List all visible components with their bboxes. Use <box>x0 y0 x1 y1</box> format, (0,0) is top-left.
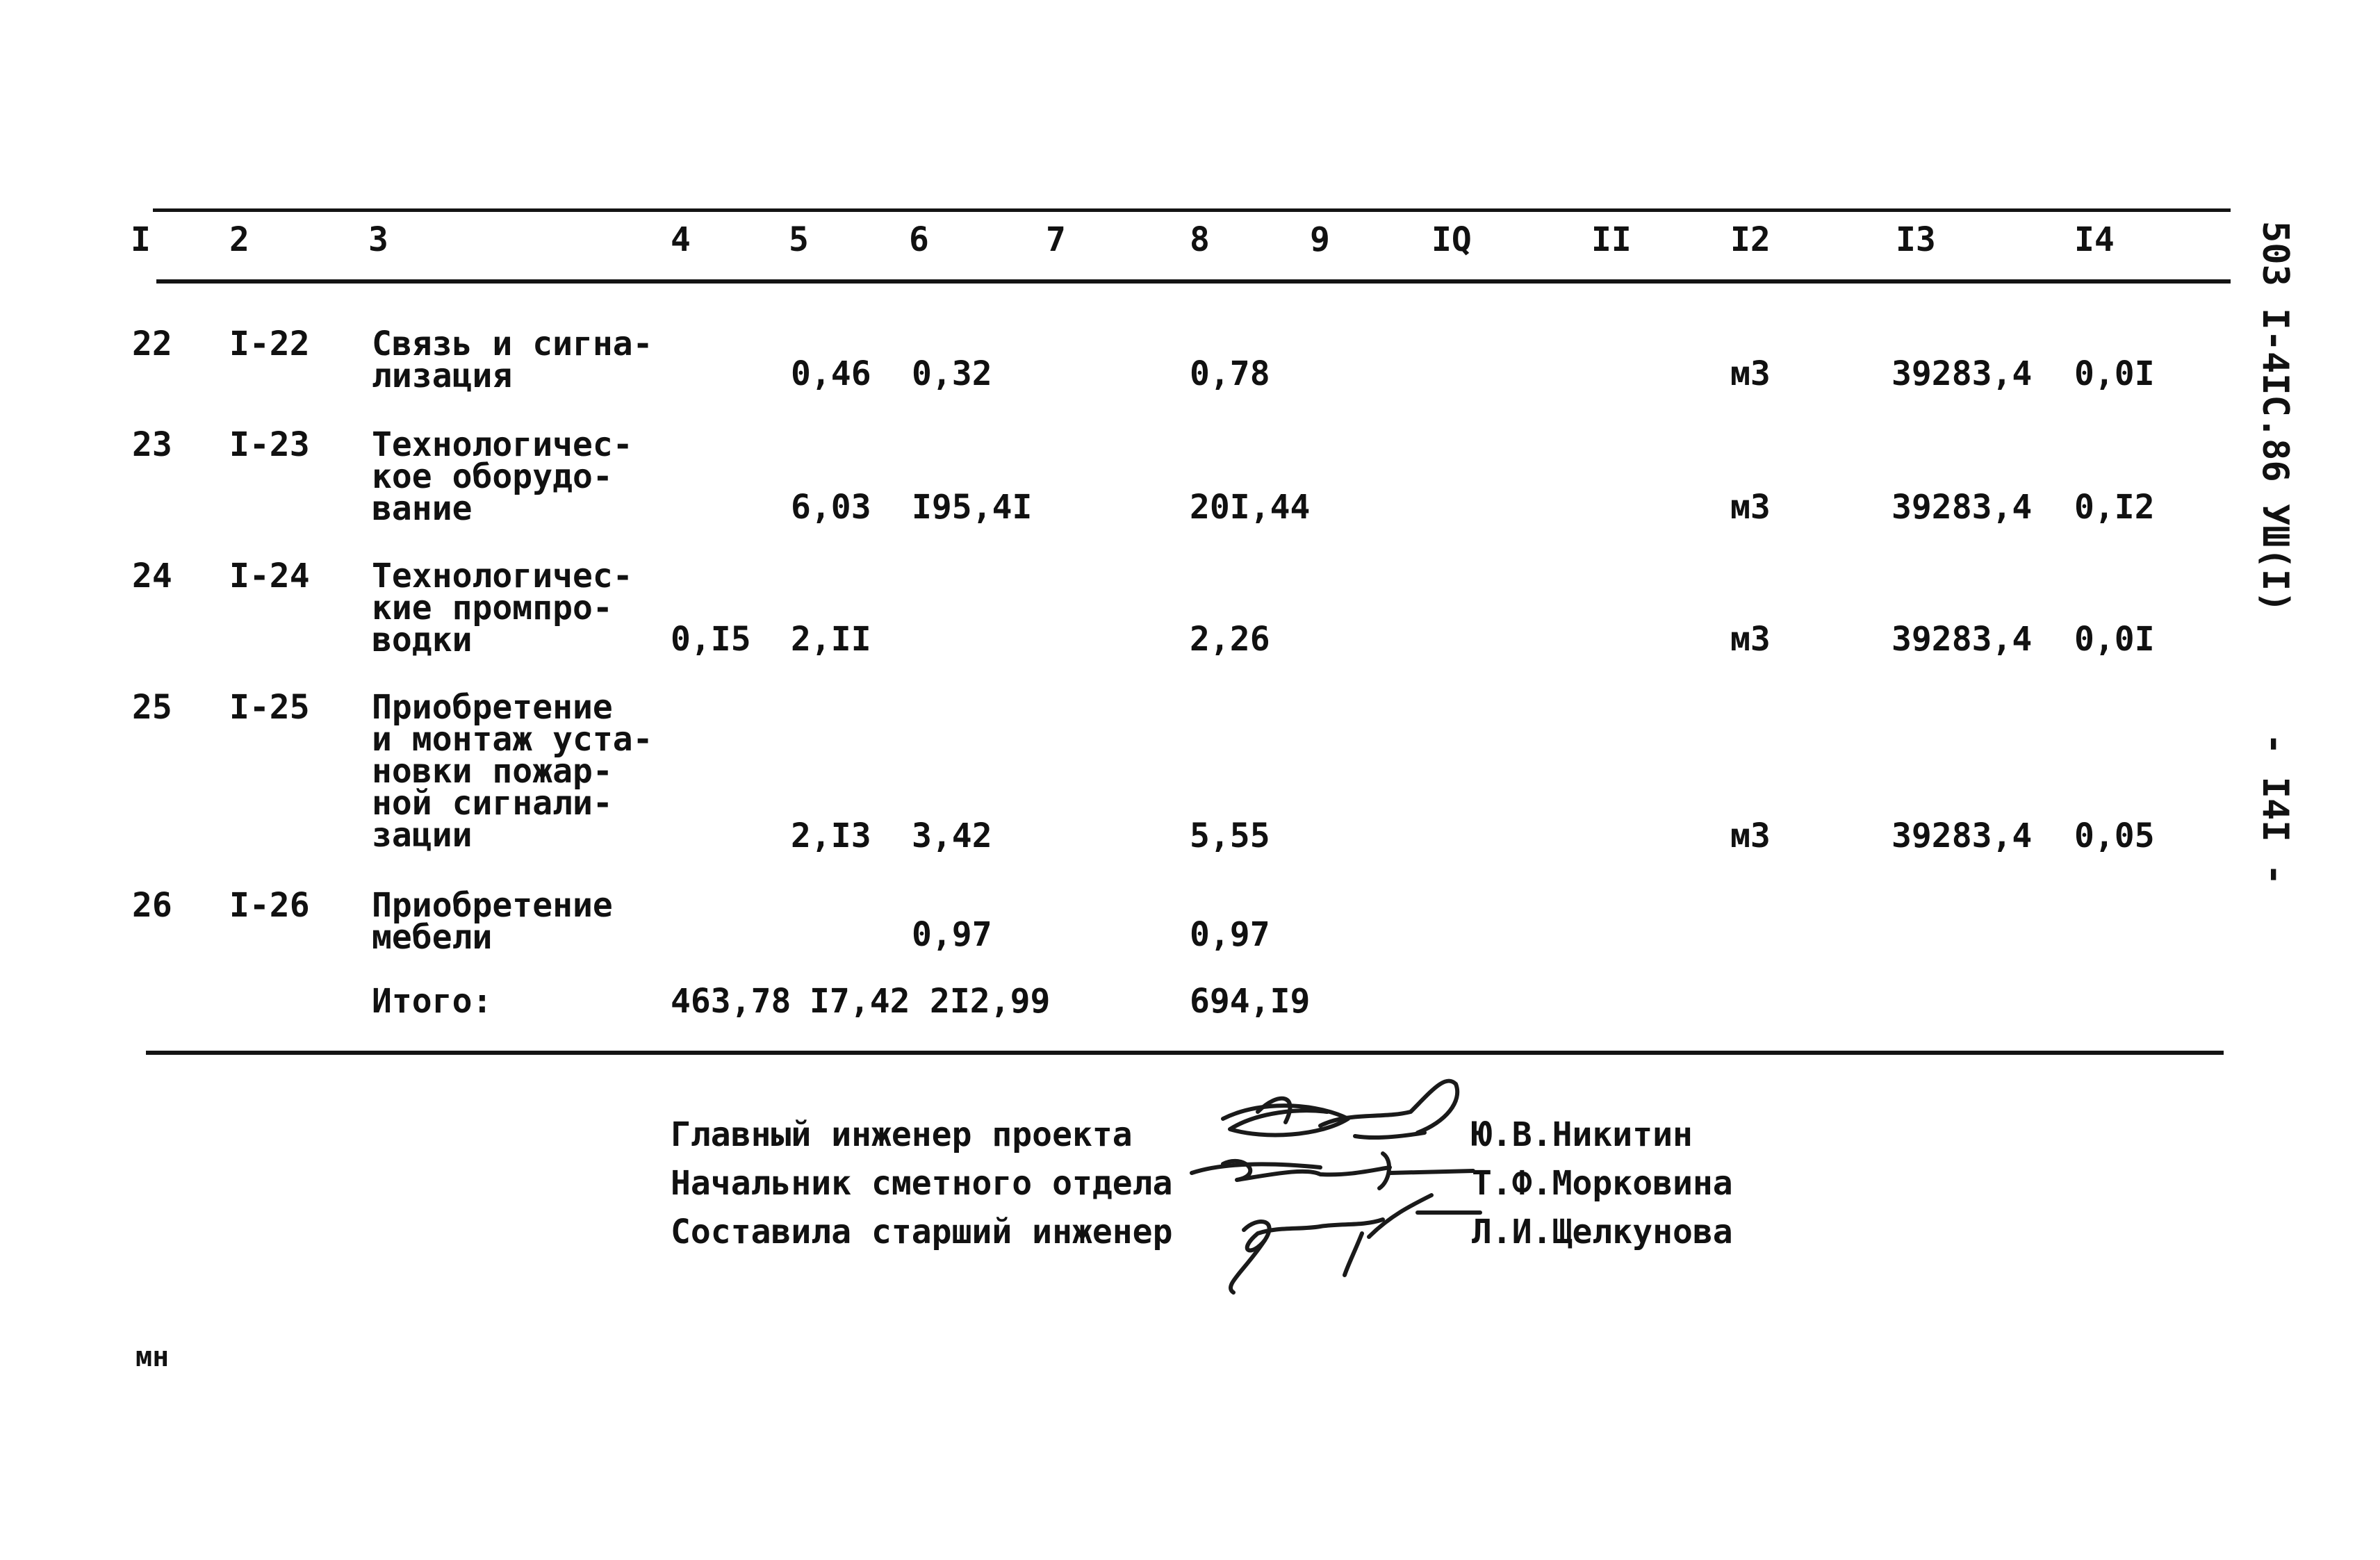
cell-col4: 0,I5 <box>671 620 751 659</box>
total-col6: 2I2,99 <box>930 982 1051 1021</box>
column-header: 7 <box>1046 220 1066 259</box>
signature-role: Составила старший инженер <box>671 1213 1173 1251</box>
column-header: I <box>131 220 151 259</box>
bottom-rule <box>146 1051 2224 1055</box>
row-code: I-22 <box>229 325 310 363</box>
cell-col8: 20I,44 <box>1190 488 1311 527</box>
cell-col6: 0,97 <box>912 915 992 954</box>
column-header: I4 <box>2074 220 2115 259</box>
top-rule <box>153 208 2231 212</box>
row-code: I-24 <box>229 557 310 596</box>
cell-col5: 2,I3 <box>791 816 871 855</box>
cell-col13: 39283,4 <box>1891 620 2033 659</box>
cell-col14: 0,0I <box>2074 354 2155 393</box>
cell-col8: 2,26 <box>1190 620 1270 659</box>
total-col4: 463,78 <box>671 982 791 1021</box>
row-number: 25 <box>132 688 172 727</box>
footer-mark: мн <box>136 1341 170 1373</box>
cell-col14: 0,I2 <box>2074 488 2155 527</box>
cell-col5: 2,II <box>791 620 871 659</box>
row-name-line: новки пожар- <box>372 752 613 791</box>
cell-col6: 3,42 <box>912 816 992 855</box>
row-name-line: кие промпро- <box>372 589 613 627</box>
signatory-name: Т.Ф.Морковина <box>1472 1164 1733 1203</box>
column-header: IQ <box>1431 220 1472 259</box>
cell-col13: 39283,4 <box>1891 488 2033 527</box>
cell-col8: 0,97 <box>1190 915 1270 954</box>
signatory-name: Л.И.Щелкунова <box>1472 1213 1733 1251</box>
row-name-line: ной сигнали- <box>372 784 613 823</box>
row-code: I-25 <box>229 688 310 727</box>
row-name-line: лизация <box>372 356 513 395</box>
column-header: 8 <box>1190 220 1210 259</box>
column-header: 9 <box>1310 220 1330 259</box>
signature-role: Начальник сметного отдела <box>671 1164 1173 1203</box>
row-name-line: кое оборудо- <box>372 457 613 496</box>
column-header: 6 <box>909 220 929 259</box>
row-name-line: вание <box>372 489 473 528</box>
total-label: Итого: <box>372 982 493 1021</box>
cell-col14: 0,05 <box>2074 816 2155 855</box>
row-name-line: Приобретение <box>372 886 613 925</box>
total-col8: 694,I9 <box>1190 982 1311 1021</box>
cell-col14: 0,0I <box>2074 620 2155 659</box>
row-name-line: Технологичес- <box>372 425 633 464</box>
cell-col5: 0,46 <box>791 354 871 393</box>
column-header: II <box>1591 220 1632 259</box>
row-name-line: водки <box>372 621 473 659</box>
row-name-line: Приобретение <box>372 688 613 727</box>
row-number: 26 <box>132 886 172 925</box>
page-number: - I4I - <box>2254 733 2296 886</box>
row-name-line: мебели <box>372 918 493 957</box>
signature-role: Главный инженер проекта <box>671 1115 1133 1154</box>
cell-unit: м3 <box>1730 816 1771 855</box>
column-header: I2 <box>1730 220 1771 259</box>
cell-unit: м3 <box>1730 620 1771 659</box>
cell-col6: 0,32 <box>912 354 992 393</box>
column-header: I3 <box>1896 220 1936 259</box>
cell-col8: 0,78 <box>1190 354 1270 393</box>
cell-unit: м3 <box>1730 354 1771 393</box>
cell-col8: 5,55 <box>1190 816 1270 855</box>
column-header: 4 <box>671 220 691 259</box>
row-number: 22 <box>132 325 172 363</box>
cell-unit: м3 <box>1730 488 1771 527</box>
row-number: 24 <box>132 557 172 596</box>
row-name-line: Связь и сигна- <box>372 325 653 363</box>
column-header: 2 <box>229 220 249 259</box>
row-number: 23 <box>132 425 172 464</box>
column-header: 5 <box>789 220 809 259</box>
row-name-line: Технологичес- <box>372 557 633 596</box>
cell-col13: 39283,4 <box>1891 816 2033 855</box>
row-name-line: и монтаж уста- <box>372 720 653 759</box>
header-rule <box>156 279 2231 284</box>
document-code: 503 I-4IC.86 УШ(I) <box>2254 221 2296 613</box>
handwritten-signature <box>1181 1070 1487 1299</box>
signatory-name: Ю.В.Никитин <box>1472 1115 1693 1154</box>
cell-col5: 6,03 <box>791 488 871 527</box>
cell-col13: 39283,4 <box>1891 354 2033 393</box>
row-code: I-23 <box>229 425 310 464</box>
column-header: 3 <box>368 220 388 259</box>
cell-col6: I95,4I <box>912 488 1033 527</box>
row-name-line: зации <box>372 816 473 855</box>
row-code: I-26 <box>229 886 310 925</box>
total-col5: I7,42 <box>810 982 910 1021</box>
